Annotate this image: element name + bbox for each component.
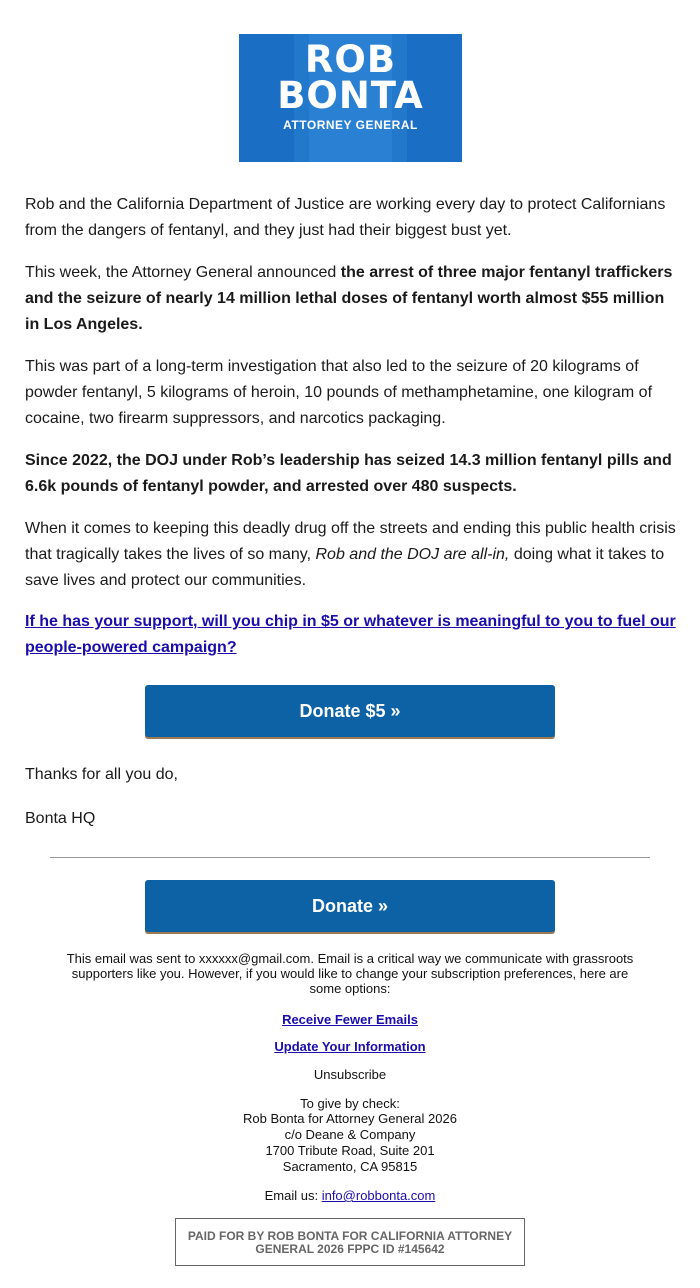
- campaign-logo: [239, 34, 462, 162]
- paragraph-all-in: [25, 516, 677, 594]
- update-information-link[interactable]: Update Your Information: [274, 1039, 426, 1054]
- email-us-label: Email us:: [264, 1188, 322, 1203]
- update-info-row: [60, 1039, 640, 1054]
- fewer-emails-row: [60, 1012, 640, 1027]
- paragraph-investigation: This was part of a long-term investigation that also led to the seizure of 20 kilograms of powder fentanyl, 5 kilograms of heroin, 10 pounds of methamphetamine, one kilogram of cocaine, two firearm suppressors, and narcotics packaging.: [25, 358, 653, 427]
- check-label: To give by check:: [300, 1096, 400, 1111]
- receive-fewer-emails-link[interactable]: Receive Fewer Emails: [282, 1012, 418, 1027]
- paragraph-since-2022: Since 2022, the DOJ under Rob’s leadership has seized 14.3 million fentanyl pills and 6.6k pounds of fentanyl powder, and arrested over 480 suspects.: [25, 452, 672, 495]
- check-city: Sacramento, CA 95815: [282, 1159, 418, 1174]
- announcement-lead: This week, the Attorney General announced: [25, 264, 341, 281]
- unsubscribe-link[interactable]: Unsubscribe: [313, 1067, 387, 1082]
- signature-name: Bonta HQ: [25, 810, 96, 827]
- logo-line-bonta: BONTA: [277, 74, 424, 117]
- paid-for-disclaimer: [175, 1218, 525, 1266]
- divider: [50, 857, 650, 858]
- all-in-tail: doing what it takes to save lives and protect our communities.: [25, 546, 665, 589]
- email-us-row: [60, 1188, 640, 1203]
- check-care-of: c/o Deane & Company: [284, 1127, 416, 1142]
- all-in-lead: When it comes to keeping this deadly drug off the streets and ending this public health crisis that tragically takes the lives of so many,: [25, 520, 676, 563]
- thanks-text: Thanks for all you do,: [25, 766, 178, 783]
- announcement-bold: the arrest of three major fentanyl traffickers and the seizure of nearly 14 million lethal doses of fentanyl worth almost $55 million in Los Angeles.: [25, 264, 673, 333]
- donate-5-button[interactable]: Donate $5 »: [145, 685, 555, 737]
- all-in-italic: Rob and the DOJ are all-in,: [315, 546, 510, 563]
- check-payee: Rob Bonta for Attorney General 2026: [243, 1111, 457, 1126]
- logo-line-rob: ROB: [304, 38, 397, 81]
- logo-line-title: ATTORNEY GENERAL: [283, 118, 418, 132]
- subscription-notice: This email was sent to xxxxxx@gmail.com. Email is a critical way we communicate with grassroots supporters like you. However, if you would like to change your subscription preferences, here are some options:: [66, 951, 634, 996]
- chip-in-link[interactable]: If he has your support, will you chip in $5 or whatever is meaningful to you to fuel our people-powered campaign?: [25, 613, 676, 656]
- donate-button[interactable]: Donate »: [145, 880, 555, 932]
- paragraph-intro: Rob and the California Department of Justice are working every day to protect Californians from the dangers of fentanyl, and they just had their biggest bust yet.: [25, 196, 666, 239]
- paid-for-text: PAID FOR BY ROB BONTA FOR CALIFORNIA ATTORNEY GENERAL 2026 FPPC ID #145642: [187, 1229, 513, 1256]
- paragraph-announcement: [25, 260, 677, 338]
- email-us-link[interactable]: info@robbonta.com: [321, 1188, 436, 1203]
- check-street: 1700 Tribute Road, Suite 201: [265, 1143, 435, 1158]
